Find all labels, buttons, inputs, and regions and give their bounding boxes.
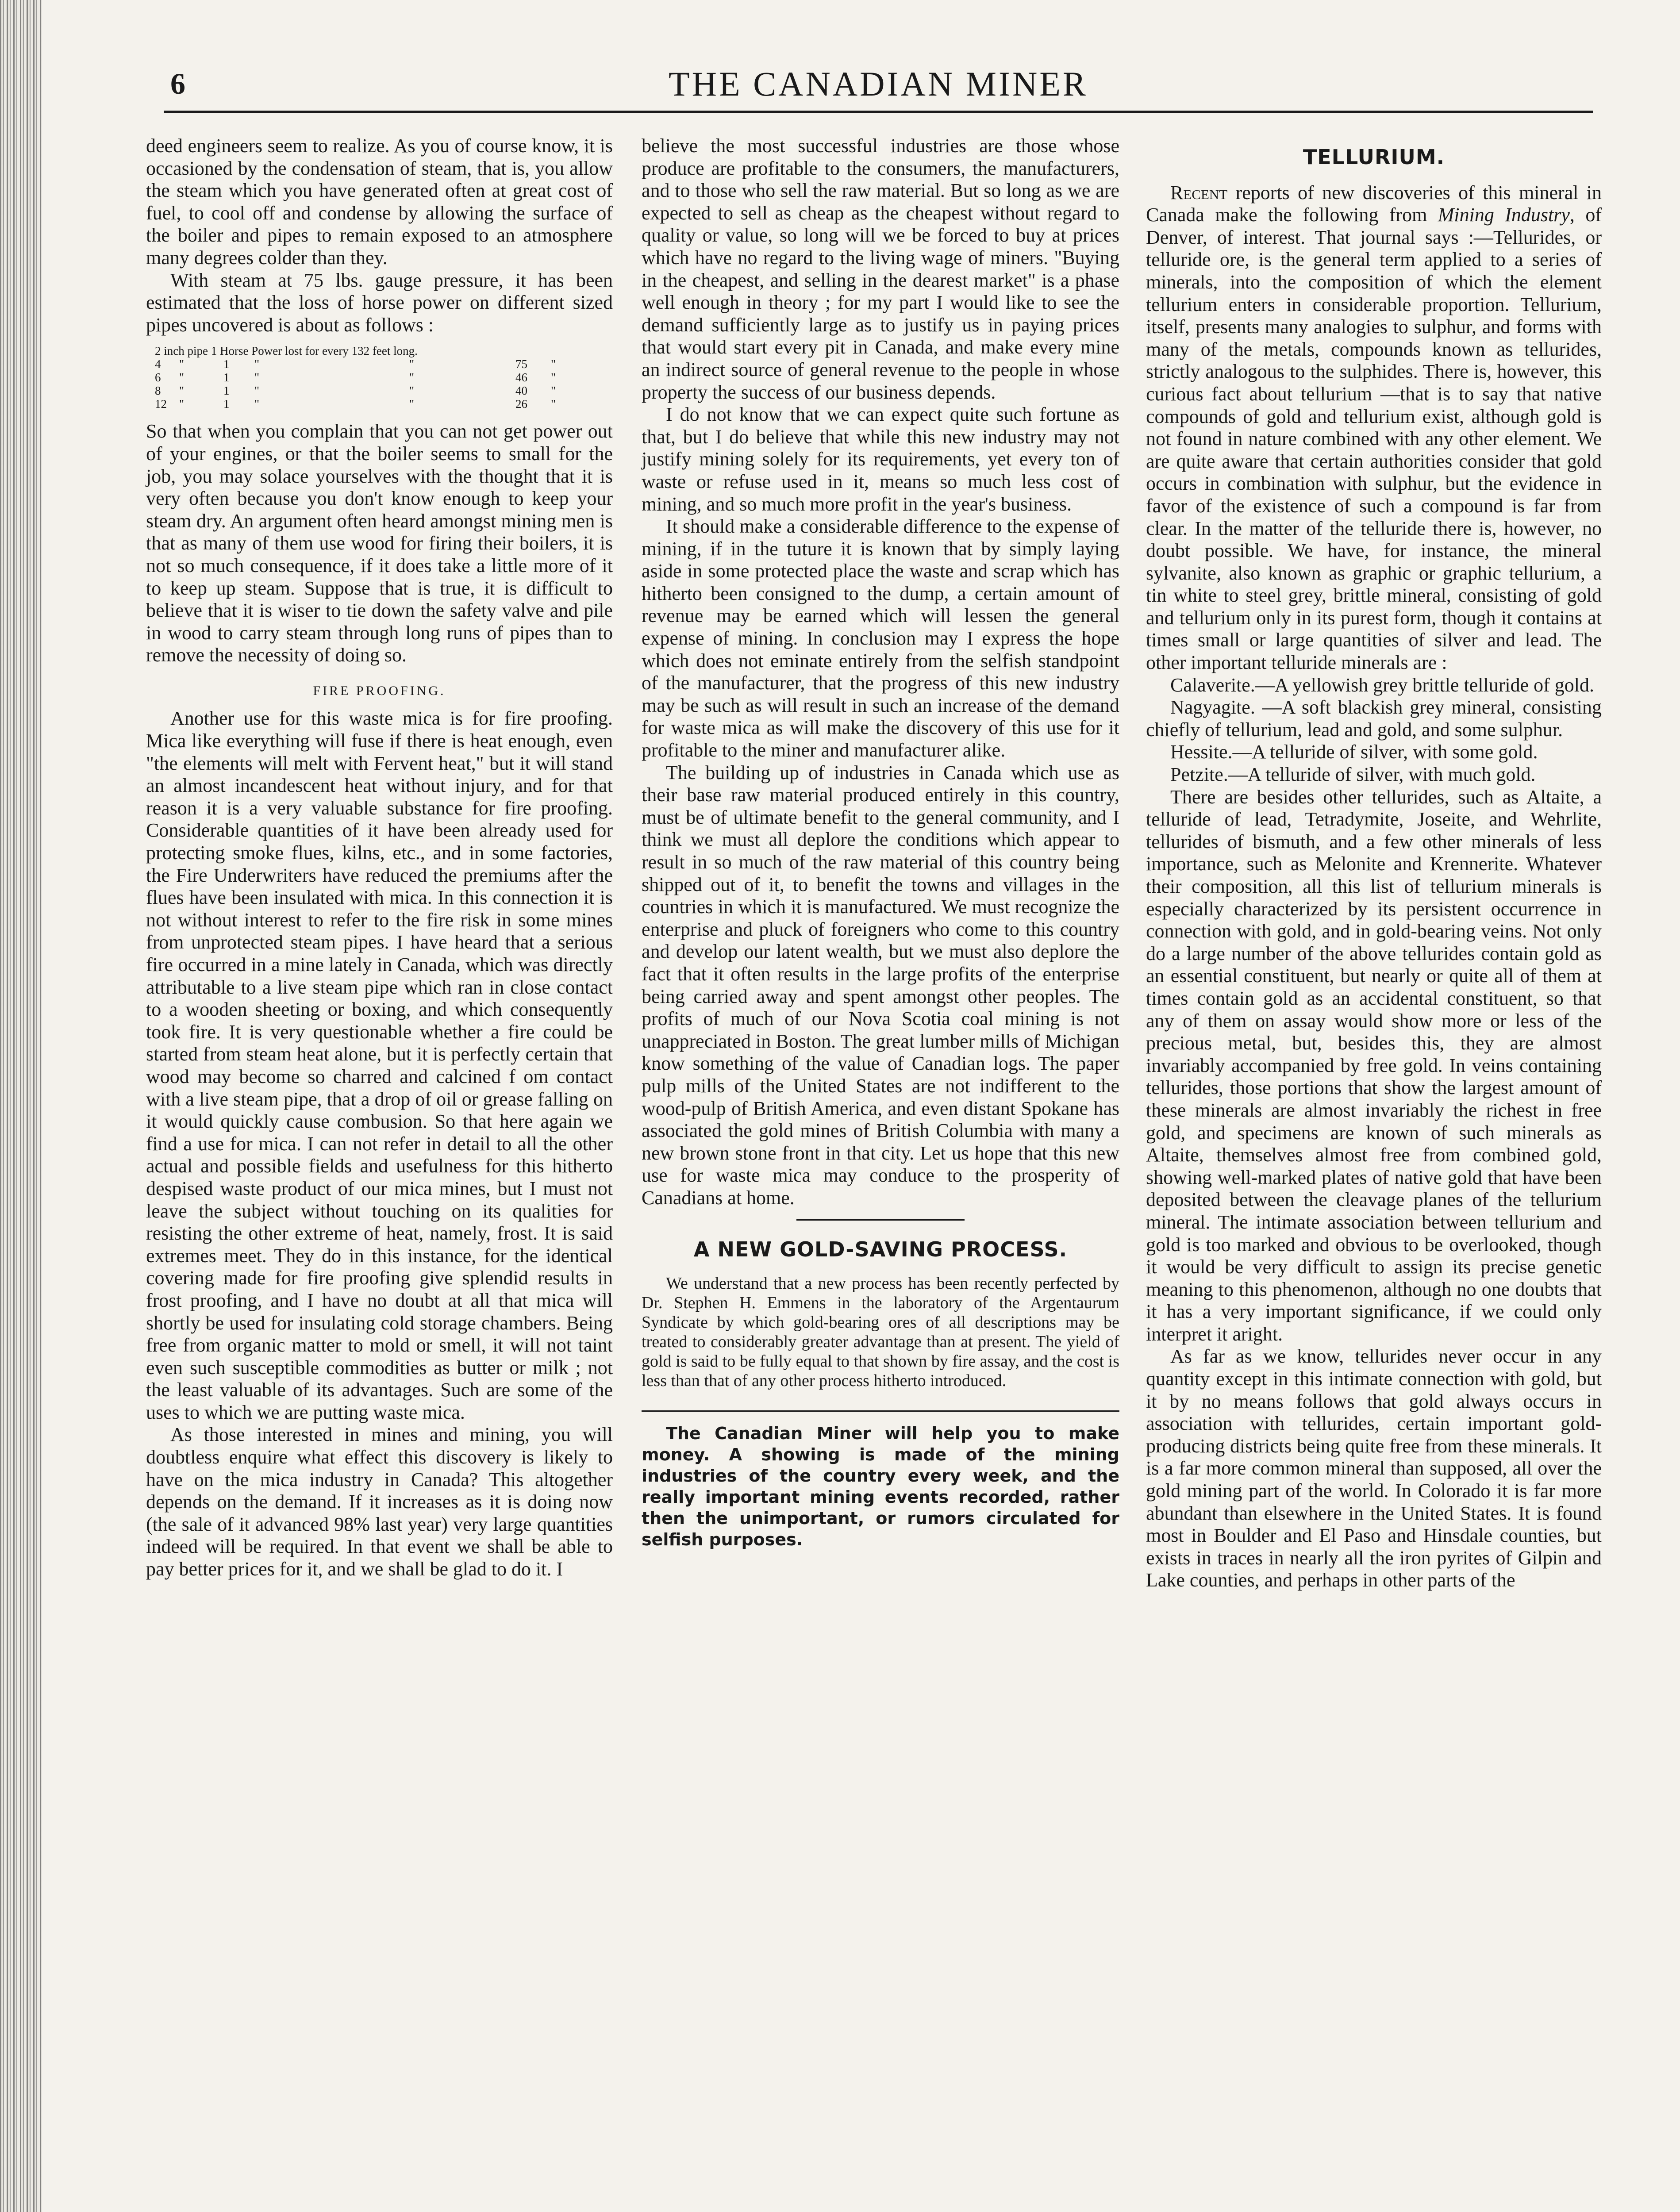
table-row: [155, 357, 613, 371]
table-cell: ": [409, 384, 415, 398]
table-cell: 2 inch pipe: [155, 344, 208, 358]
table-cell: 40: [515, 384, 527, 398]
table-cell: ": [254, 371, 260, 384]
table-cell: ": [551, 357, 556, 371]
section-divider: [796, 1219, 965, 1221]
paragraph: The building up of industries in Canada which use as their base raw material produced entirely in this country, must be of ultimate benefit to the general community, and I think we must all deplore the conditions which appear to result in so much of the raw material of this country being shipped out of it, to benefit the towns and villages in the countries in which it is manufactured. We must recognize the enterprise and pluck of foreigners who come to this country and develop our latent wealth, but we must also deplore the fact that it often results in the large profits of the enterprise being carried away and spent amongst other peoples. The profits of much of our Nova Scotia coal mining is not unappreciated in Boston. The great lumber mills of Michigan know something of the value of Canadian logs. The paper pulp mills of the United States are not indifferent to the wood-pulp of British America, and even distant Spokane has associated the gold mines of British Columbia with many a new brown stone front in that city. Let us hope that this new use for waste mica may conduce to the prosperity of Canadians at home.: [642, 761, 1119, 1209]
page-binding-edge: [0, 0, 42, 2212]
header-rule: [164, 111, 1593, 113]
section-divider: [642, 1410, 1119, 1412]
column-2: [642, 135, 1119, 1550]
mineral-entry: Hessite.—A telluride of silver, with some gold.: [1170, 741, 1538, 763]
mineral-entry: Calaverite.—A yellowish grey brittle telluride of gold.: [1170, 674, 1594, 696]
table-cell: ": [551, 371, 556, 384]
paragraph: deed engineers seem to realize. As you of course know, it is occasioned by the condensation of steam, that is, you allow the steam which you have generated often at great cost of fuel, to cool off and condense by allowing the surface of the boiler and pipes to remain exposed to an atmosphere many degrees colder than they.: [146, 135, 613, 269]
text-run: reports of new discoveries of this mineral in Canada make the following from: [1146, 181, 1602, 226]
table-cell: 4: [155, 357, 161, 371]
table-cell: ": [254, 397, 260, 411]
paragraph: As those interested in mines and mining, you will doubtless enquire what effect this discovery is likely to have on the mica industry in Canada? This altogether depends on the demand. If it increases as it is doing now (the sale of it advanced 98% last year) very large quantities indeed will be required. In that event we shall be able to pay better prices for it, and we shall be glad to do it. I: [146, 1424, 613, 1580]
table-cell: ": [254, 384, 260, 398]
table-cell: ": [179, 397, 185, 411]
paragraph: I do not know that we can expect quite such fortune as that, but I do believe that while this new industry may not justify mining solely for its requirements, yet every ton of waste or refuse used in it, means so much less cost of mining, and so much more profit in the year's business.: [642, 403, 1119, 515]
table-cell: 1: [211, 344, 217, 358]
paragraph: The Canadian Miner will help you to make money. A showing is made of the mining industries of the country every week, and the really important mining events recorded, rather then the unimportant, or rumors circulated for selfish purposes.: [642, 1424, 1119, 1550]
article-title: A NEW GOLD-SAVING PROCESS.: [693, 1237, 1068, 1261]
mineral-entry: Petzite.—A telluride of silver, with much gold.: [1170, 764, 1536, 786]
page-header: [164, 58, 1593, 124]
column-1: [146, 135, 613, 1581]
table-cell: ": [409, 397, 415, 411]
paragraph: We understand that a new process has been recently perfected by Dr. Stephen H. Emmens in the laboratory of the Argentaurum Syndicate by which gold-bearing ores of all descriptions may be treated to considerably greater advantage than at present. The yield of gold is said to be fully equal to that shown by fire assay, and the cost is less than that of any other process hitherto introduced.: [642, 1274, 1119, 1390]
mineral-entry: Nagyagite. —A soft blackish grey mineral, consisting chiefly of tellurium, lead and gold, and some sulphur.: [1146, 696, 1602, 741]
page-number: 6: [170, 67, 185, 100]
journal-title: THE CANADIAN MINER: [669, 65, 1088, 103]
table-cell: 26: [515, 397, 527, 411]
table-cell: ": [409, 371, 415, 384]
table-cell: 1: [223, 384, 230, 398]
table-cell: 1: [223, 357, 230, 371]
text-run: , of Denver, of interest. That journal says :—Tellurides, or telluride ore, is the general term applied to a series of minerals, into the composition of which the element tellurium enters in considerable proportion. Tellurium, itself, presents many analogies to sulphur, and forms with many of the metals, compounds known as tellurides, strictly analogous to the sulphides. There is, however, this curious fact about tellurium —that is to say that native compounds of gold and tellurium exist, although gold is not found in nature combined with any other element. We are quite aware that certain authorities consider that gold occurs in combination with sulphur, but the evidence in favor of the existence of such a compound is far from clear. In the matter of the telluride there is, however, no doubt possible. We have, for instance, the mineral sylvanite, also known as graphic or graphic tellurium, a tin white to steel grey, brittle mineral, consisting of gold and tellurium only in its purest form, though it contains at times small or large quantities of silver and lead. The other important telluride minerals are :: [1146, 204, 1602, 674]
column-3: [1146, 135, 1602, 1592]
table-cell: 1: [223, 371, 230, 384]
paragraph: With steam at 75 lbs. gauge pressure, it has been estimated that the loss of horse power on different sized pipes uncovered is about as follows :: [146, 269, 613, 336]
table-cell: 6: [155, 371, 161, 384]
table-cell: 46: [515, 371, 527, 384]
section-subhead: FIRE PROOFING.: [313, 683, 446, 698]
table-cell: ": [179, 371, 185, 384]
table-row: [155, 384, 613, 397]
table-cell: 1: [223, 397, 230, 411]
paragraph: So that when you complain that you can not get power out of your engines, or that the boiler seems to small for the job, you may solace yourselves with the thought that it is very often because you don't know enough to keep your steam dry. An argument often heard amongst mining men is that as many of them use wood for firing their boilers, it is not so much consequence, if it does take a little more of it to keep up steam. Suppose that is true, it is difficult to believe that it is wiser to tie down the safety valve and pile in wood to carry steam through long runs of pipes than to remove the necessity of doing so.: [146, 420, 613, 666]
table-cell: ": [254, 357, 260, 371]
source-publication: Mining Industry: [1438, 204, 1570, 226]
paragraph: believe the most successful industries are those whose produce are profitable to the consumers, the manufacturers, and to those who sell the raw material. But so long as we are expected to sell as cheap as the cheapest without regard to quality or value, so long will we be forced to buy at prices which have no regard to the living wage of miners. "Buying in the cheapest, and selling in the dearest market" is a phase well enough in theory ; for my part I would like to see the demand sufficiently large as to justify us in paying prices that would start every pit in Canada, and make every mine an indirect source of general revenue to the people in whose property the success of our business depends.: [642, 135, 1119, 403]
table-cell: Horse Power lost: [219, 344, 302, 358]
table-cell: ": [179, 384, 185, 398]
paragraph: As far as we know, tellurides never occur in any quantity except in this intimate connection with gold, but it by no means follows that gold always occurs in association with tellurides, certain important gold-producing districts being quite free from these minerals. It is a far more common mineral than supposed, all over the gold mining part of the world. In Colorado it is far more abundant than elsewhere in the United States. It is found most in Boulder and El Paso and Hinsdale counties, but exists in traces in nearly all the iron pyrites of Gilpin and Lake counties, and perhaps in other parts of the: [1146, 1345, 1602, 1591]
table-cell: ": [551, 397, 556, 411]
paragraph: [1146, 182, 1602, 674]
table-cell: 8: [155, 384, 161, 398]
advertisement-notice: [642, 1423, 1119, 1550]
table-header-row: [155, 344, 613, 357]
table-cell: 12: [155, 397, 167, 411]
table-cell: ": [551, 384, 556, 398]
table-cell: 75: [515, 357, 527, 371]
table-row: [155, 371, 613, 384]
table-cell: ": [409, 357, 415, 371]
article-title: TELLURIUM.: [1303, 145, 1445, 169]
paragraph: There are besides other tellurides, such as Altaite, a telluride of lead, Tetradymite, Joseite, and Wehrlite, tellurides of bismuth, and a few other minerals of less importance, such as Melonite and Krennerite. Whatever their composition, all this list of tellurium minerals is especially characterized by its persistent occurrence in connection with gold, and in gold-bearing veins. Not only do a large number of the above tellurides contain gold as an essential constituent, but nearly or quite all of them at times contain gold as an accidental constituent, so that any of them on assay would show more or less of the precious metal, but, besides this, they are almost invariably accompanied by free gold. In veins containing tellurides, those portions that show the largest amount of these minerals are almost invariably the richest in free gold, and specimens are known of such minerals as Altaite, themselves almost free from combined gold, showing well-marked plates of native gold that have been deposited between the cleavage planes of the tellurium mineral. The intimate association between tellurium and gold is too marked and obvious to be overlooked, though it would be very difficult to assign its precise genetic meaning to this phenomenon, although no one doubts that it has a very important significance, if we could only interpret it aright.: [1146, 786, 1602, 1345]
lead-word: Recent: [1170, 181, 1228, 204]
table-cell: for every 132 feet long.: [305, 344, 418, 358]
paragraph: Another use for this waste mica is for fire proofing. Mica like everything will fuse if there is heat enough, even "the elements will melt with Fervent heat," but it will stand an almost incandescent heat without injury, and for that reason it is a very valuable substance for fire proofing. Considerable quantities of it have been already used for protecting smoke flues, kilns, etc., and in some factories, the Fire Underwriters have reduced the premiums after the flues have been insulated with mica. In this connection it is not without interest to refer to the fire risk in some mines from unprotected steam pipes. I have heard that a serious fire occurred in a mine lately in Canada, which was directly attributable to a live steam pipe which ran in close contact to a wooden sheeting or boxing, and which consequently took fire. It is very questionable whether a fire could be started from steam heat alone, but it is perfectly certain that wood may become so charred and calcined f om contact with a live steam pipe, that a drop of oil or grease falling on it would quickly cause combusion. So that here again we find a use for mica. I can not refer in detail to all the other actual and possible fields and usefulness for this hitherto despised waste product of our mica mines, but I must not leave the subject without touching on its qualities for resisting the other extreme of heat, namely, frost. It is said extremes meet. They do in this instance, for the identical covering made for fire proofing give splendid results in frost proofing, and I have no doubt at all that mica will shortly be used for insulating cold storage chambers. Being free from organic matter to mold or smell, it will not taint even such susceptible commodities as butter or milk ; not the least valuable of its advantages. Such are some of the uses to which we are putting waste mica.: [146, 707, 613, 1423]
horsepower-loss-table: [155, 344, 613, 411]
table-row: [155, 397, 613, 411]
paragraph: It should make a considerable difference to the expense of mining, if in the tuture it is known that by simply laying aside in some protected place the waste and scrap which has hitherto been consigned to the dump, a certain amount of revenue may be earned which will lessen the general expense of mining. In conclusion may I express the hope which does not eminate entirely from the selfish standpoint of the manufacturer, that the progress of this new industry may be such as will result in such an increase of the demand for waste mica as will make the discovery of this use for it profitable to the miner and manufacturer alike.: [642, 515, 1119, 761]
table-cell: ": [179, 357, 185, 371]
